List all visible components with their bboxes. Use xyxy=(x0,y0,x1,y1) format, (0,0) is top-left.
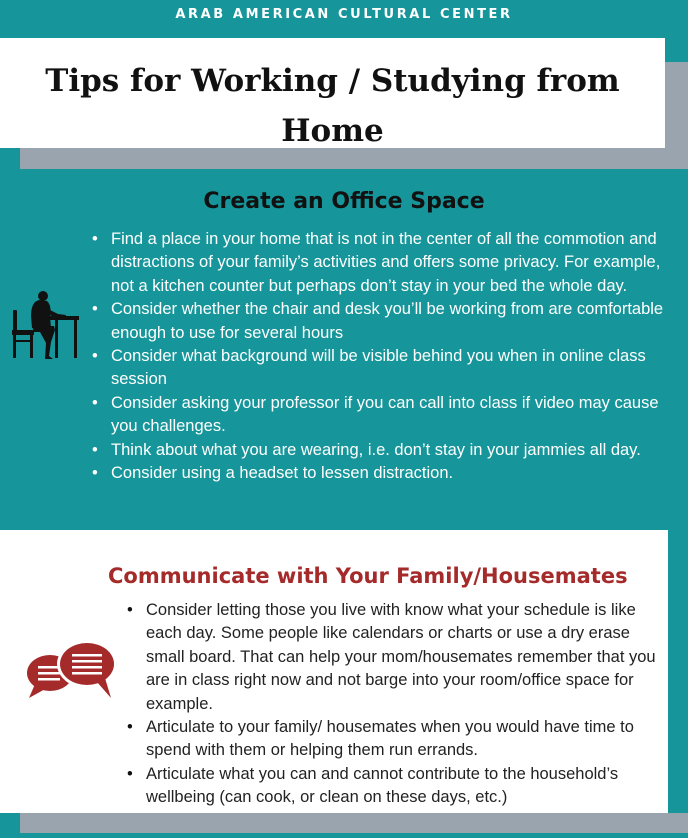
list-item: • Consider letting those you live with know what your schedule is like each day. Some people like calendars or charts or use a dry erase small board. That can help your mom/housemates remember that you are in class right now and not barge into your room/office space for example. xyxy=(127,599,657,716)
person-at-desk-silhouette-icon xyxy=(10,290,80,367)
office-space-tips-list xyxy=(92,228,677,485)
list-item: • Consider asking your professor if you can call into class if video may cause you challenges. xyxy=(92,392,677,439)
list-item: • Think about what you are wearing, i.e. don’t stay in your jammies all day. xyxy=(92,439,677,462)
section-title-office-space: Create an Office Space xyxy=(203,189,485,214)
list-item: • Articulate what you can and cannot contribute to the household’s wellbeing (can cook, or clean on these days, etc.) xyxy=(127,763,657,810)
list-item: • Consider what background will be visible behind you when in online class session xyxy=(92,345,677,392)
section-title-communicate: Communicate with Your Family/Housemates xyxy=(108,564,628,588)
chat-bubbles-icon xyxy=(25,638,120,705)
list-item: • Find a place in your home that is not in the center of all the commotion and distractions of your family’s activities and offers some privacy. For example, not a kitchen counter but perhaps don’t stay in your bed the whole day. xyxy=(92,228,677,298)
page-title: Tips for Working / Studying from Home xyxy=(45,63,620,149)
org-name: ARAB AMERICAN CULTURAL CENTER xyxy=(175,7,513,22)
list-item: • Consider whether the chair and desk you’ll be working from are comfortable enough to use for several hours xyxy=(92,298,677,345)
communicate-section-shadow xyxy=(20,813,688,833)
communicate-tips-list xyxy=(127,599,657,810)
list-item: • Articulate to your family/ housemates when you would have time to spend with them or helping them run errands. xyxy=(127,716,657,763)
list-item: • Consider using a headset to lessen distraction. xyxy=(92,462,677,485)
